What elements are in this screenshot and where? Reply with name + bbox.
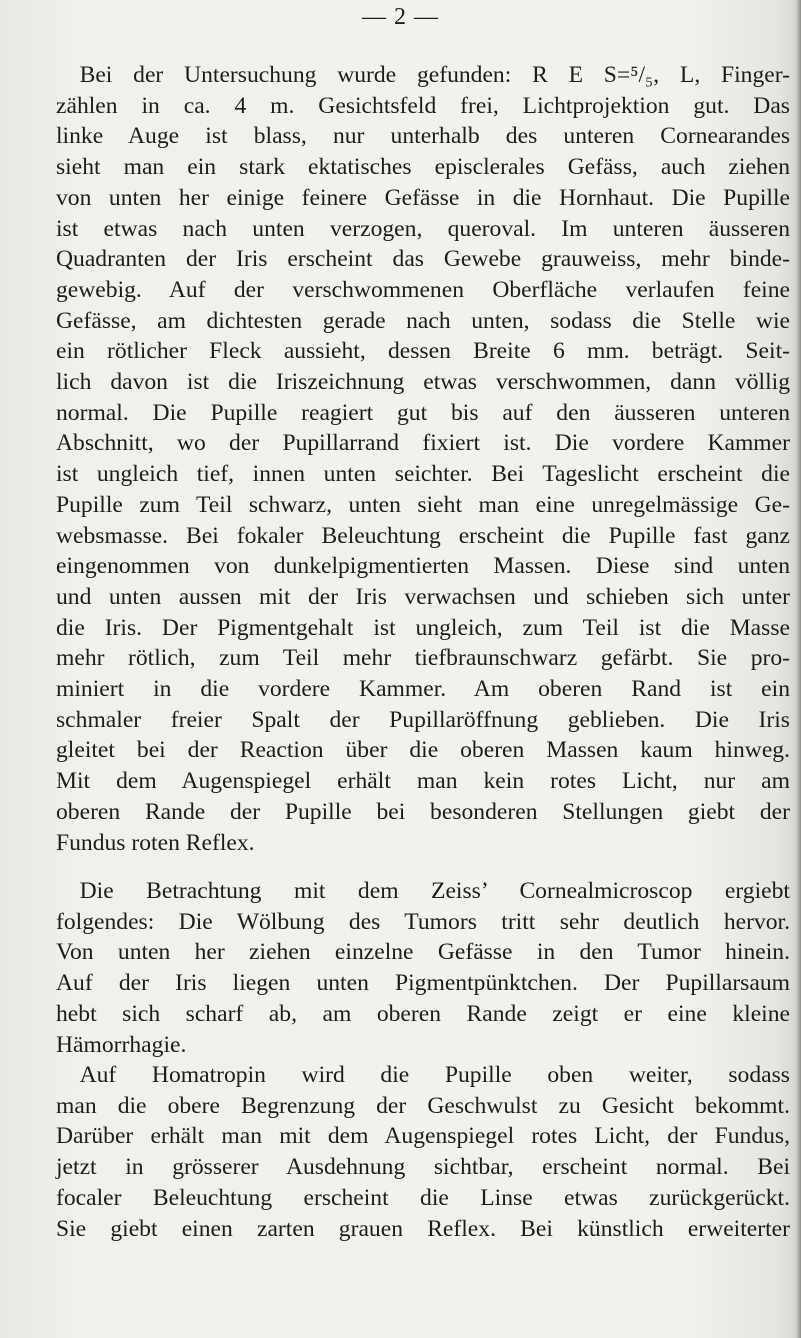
paragraph-3 <box>56 1060 790 1244</box>
text-line: oberen Rande der Pupille bei besonderen Stellungen giebt der <box>56 798 790 825</box>
text-line: Von unten her ziehen einzelne Gefässe in den Tumor hinein. <box>56 939 790 966</box>
text-line: Bei der Untersuchung wurde gefunden: R E S=⁵/₅, L, Finger- <box>56 62 790 88</box>
paragraph-1 <box>56 60 790 858</box>
text-line: mehr rötlich, zum Teil mehr tiefbraunschwarz gefärbt. Sie pro- <box>56 645 790 672</box>
text-line: gewebig. Auf der verschwommenen Oberfläche verlaufen feine <box>56 276 790 303</box>
text-line: folgendes: Die Wölbung des Tumors tritt sehr deutlich hervor. <box>56 908 790 935</box>
text-line: Auf der Iris liegen unten Pigmentpünktchen. Der Pupillarsaum <box>56 970 790 997</box>
text-line: gleitet bei der Reaction über die oberen Massen kaum hinweg. <box>56 737 790 764</box>
text-line: Mit dem Augenspiegel erhält man kein rotes Licht, nur am <box>56 768 790 795</box>
text-line: normal. Die Pupille reagiert gut bis auf den äusseren unteren <box>56 399 790 426</box>
text-line: Abschnitt, wo der Pupillarrand fixiert ist. Die vordere Kammer <box>56 430 790 457</box>
text-line: Sie giebt einen zarten grauen Reflex. Bei künstlich erweiterter <box>56 1215 790 1242</box>
text-line: man die obere Begrenzung der Geschwulst zu Gesicht bekommt. <box>56 1092 790 1119</box>
text-line: focaler Beleuchtung erscheint die Linse etwas zurückgerückt. <box>56 1184 790 1211</box>
text-line: Pupille zum Teil schwarz, unten sieht man eine unregelmässige Ge- <box>56 491 790 518</box>
text-line: und unten aussen mit der Iris verwachsen und schieben sich unter <box>56 583 790 610</box>
text-line: Gefässe, am dichtesten gerade nach unten, sodass die Stelle wie <box>56 307 790 334</box>
page-edge-shadow <box>794 0 801 1338</box>
text-line: ist etwas nach unten verzogen, queroval. Im unteren äusseren <box>56 215 790 242</box>
text-line: sieht man ein stark ektatisches episclerales Gefäss, auch ziehen <box>56 154 790 181</box>
text-line: linke Auge ist blass, nur unterhalb des unteren Cornearandes <box>56 123 790 150</box>
text-line: ein rötlicher Fleck aussieht, dessen Breite 6 mm. beträgt. Seit- <box>56 338 790 365</box>
text-line: schmaler freier Spalt der Pupillaröffnung geblieben. Die Iris <box>56 706 790 733</box>
text-line: Auf Homatropin wird die Pupille oben weiter, sodass <box>56 1062 790 1088</box>
text-line: Quadranten der Iris erscheint das Gewebe grauweiss, mehr binde- <box>56 246 790 273</box>
text-line: miniert in die vordere Kammer. Am oberen Rand ist ein <box>56 676 790 703</box>
text-line: von unten her einige feinere Gefässe in die Hornhaut. Die Pupille <box>56 184 790 211</box>
text-line: die Iris. Der Pigmentgehalt ist ungleich, zum Teil ist die Masse <box>56 614 790 641</box>
text-line: Darüber erhält man mit dem Augenspiegel rotes Licht, der Fundus, <box>56 1123 790 1150</box>
text-line: Die Betrachtung mit dem Zeiss’ Cornealmicroscop ergiebt <box>56 878 790 904</box>
text-line: eingenommen von dunkelpigmentierten Massen. Diese sind unten <box>56 553 790 580</box>
text-line: websmasse. Bei fokaler Beleuchtung erscheint die Pupille fast ganz <box>56 522 790 549</box>
text-line: jetzt in grösserer Ausdehnung sichtbar, erscheint normal. Bei <box>56 1154 790 1181</box>
text-line: Hämorrhagie. <box>56 1031 187 1058</box>
text-line: ist ungleich tief, innen unten seichter. Bei Tageslicht erscheint die <box>56 461 790 488</box>
page-number: — 2 — <box>362 4 439 30</box>
text-line: hebt sich scharf ab, am oberen Rande zeigt er eine kleine <box>56 1000 790 1027</box>
text-line: zählen in ca. 4 m. Gesichtsfeld frei, Lichtprojektion gut. Das <box>56 92 790 119</box>
text-line: lich davon ist die Iriszeichnung etwas verschwommen, dann völlig <box>56 369 790 396</box>
paragraph-2 <box>56 876 790 1060</box>
text-line: Fundus roten Reflex. <box>56 829 255 856</box>
